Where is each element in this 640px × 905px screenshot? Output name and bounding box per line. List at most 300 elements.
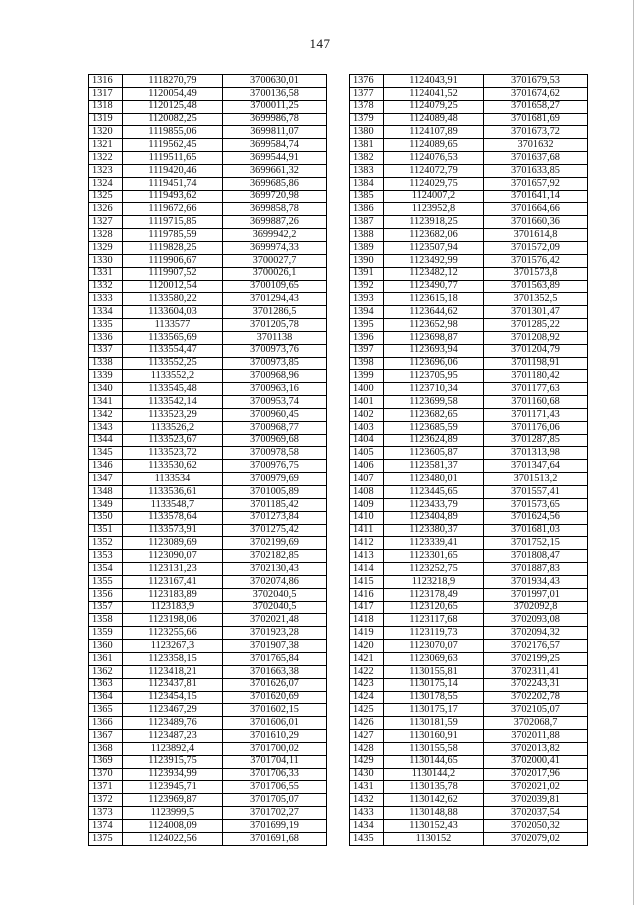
y-coordinate-cell: 3701907,38: [223, 640, 327, 653]
y-coordinate-cell: 3701005,89: [223, 486, 327, 499]
y-coordinate-cell: 3701681,03: [484, 524, 588, 537]
point-number-cell: 1405: [350, 447, 384, 460]
table-row: [350, 396, 588, 409]
x-coordinate-cell: 1123652,98: [384, 319, 484, 332]
y-coordinate-cell: 3701285,22: [484, 319, 588, 332]
y-coordinate-cell: 3701923,28: [223, 627, 327, 640]
point-number-cell: 1376: [350, 75, 384, 88]
y-coordinate-cell: 3702021,48: [223, 614, 327, 627]
point-number-cell: 1347: [89, 473, 123, 486]
x-coordinate-cell: 1123090,07: [123, 550, 223, 563]
point-number-cell: 1408: [350, 486, 384, 499]
point-number-cell: 1381: [350, 139, 384, 152]
point-number-cell: 1430: [350, 768, 384, 781]
x-coordinate-cell: 1123487,23: [123, 730, 223, 743]
page-edge-line: [633, 0, 634, 905]
table-row: [89, 408, 327, 421]
table-row: [350, 678, 588, 691]
y-coordinate-cell: 3700136,58: [223, 87, 327, 100]
point-number-cell: 1372: [89, 794, 123, 807]
x-coordinate-cell: 1130160,91: [384, 730, 484, 743]
point-number-cell: 1342: [89, 408, 123, 421]
point-number-cell: 1424: [350, 691, 384, 704]
y-coordinate-cell: 3701706,33: [223, 768, 327, 781]
y-coordinate-cell: 3701313,98: [484, 447, 588, 460]
x-coordinate-cell: 1123644,62: [384, 306, 484, 319]
point-number-cell: 1423: [350, 678, 384, 691]
table-row: [89, 652, 327, 665]
x-coordinate-cell: 1119715,85: [123, 216, 223, 229]
x-coordinate-cell: 1123615,18: [384, 293, 484, 306]
table-row: [89, 498, 327, 511]
y-coordinate-cell: 3702011,88: [484, 730, 588, 743]
table-row: [350, 652, 588, 665]
x-coordinate-cell: 1123482,12: [384, 267, 484, 280]
point-number-cell: 1320: [89, 126, 123, 139]
table-row: [89, 717, 327, 730]
table-row: [89, 75, 327, 88]
y-coordinate-cell: 3701301,47: [484, 306, 588, 319]
point-number-cell: 1400: [350, 383, 384, 396]
point-number-cell: 1364: [89, 691, 123, 704]
x-coordinate-cell: 1130155,81: [384, 665, 484, 678]
x-coordinate-cell: 1124089,65: [384, 139, 484, 152]
table-row: [350, 306, 588, 319]
point-number-cell: 1343: [89, 421, 123, 434]
y-coordinate-cell: 3700963,16: [223, 383, 327, 396]
point-number-cell: 1351: [89, 524, 123, 537]
y-coordinate-cell: 3701887,83: [484, 563, 588, 576]
point-number-cell: 1427: [350, 730, 384, 743]
point-number-cell: 1374: [89, 819, 123, 832]
y-coordinate-cell: 3702182,85: [223, 550, 327, 563]
x-coordinate-cell: 1119785,59: [123, 229, 223, 242]
table-row: [350, 100, 588, 113]
table-row: [350, 588, 588, 601]
x-coordinate-cell: 1123339,41: [384, 537, 484, 550]
x-coordinate-cell: 1123710,34: [384, 383, 484, 396]
x-coordinate-cell: 1123089,69: [123, 537, 223, 550]
x-coordinate-cell: 1123969,87: [123, 794, 223, 807]
point-number-cell: 1354: [89, 563, 123, 576]
y-coordinate-cell: 3700968,77: [223, 421, 327, 434]
x-coordinate-cell: 1124007,2: [384, 190, 484, 203]
table-row: [89, 396, 327, 409]
point-number-cell: 1383: [350, 164, 384, 177]
table-row: [350, 126, 588, 139]
table-row: [89, 254, 327, 267]
x-coordinate-cell: 1133578,64: [123, 511, 223, 524]
table-row: [89, 164, 327, 177]
table-row: [350, 781, 588, 794]
table-row: [350, 473, 588, 486]
point-number-cell: 1344: [89, 434, 123, 447]
table-row: [89, 665, 327, 678]
x-coordinate-cell: 1123999,5: [123, 807, 223, 820]
table-row: [350, 370, 588, 383]
table-row: [350, 319, 588, 332]
table-row: [89, 460, 327, 473]
y-coordinate-cell: 3700976,75: [223, 460, 327, 473]
table-row: [350, 267, 588, 280]
y-coordinate-cell: 3701204,79: [484, 344, 588, 357]
table-row: [89, 139, 327, 152]
y-coordinate-cell: 3701275,42: [223, 524, 327, 537]
x-coordinate-cell: 1130178,55: [384, 691, 484, 704]
table-row: [89, 383, 327, 396]
x-coordinate-cell: 1133545,48: [123, 383, 223, 396]
table-row: [89, 113, 327, 126]
table-row: [350, 447, 588, 460]
point-number-cell: 1412: [350, 537, 384, 550]
x-coordinate-cell: 1123117,68: [384, 614, 484, 627]
y-coordinate-cell: 3699685,86: [223, 177, 327, 190]
table-row: [89, 755, 327, 768]
y-coordinate-cell: 3701660,36: [484, 216, 588, 229]
y-coordinate-cell: 3699974,33: [223, 241, 327, 254]
x-coordinate-cell: 1133604,03: [123, 306, 223, 319]
x-coordinate-cell: 1123218,9: [384, 575, 484, 588]
point-number-cell: 1411: [350, 524, 384, 537]
point-number-cell: 1435: [350, 832, 384, 845]
point-number-cell: 1385: [350, 190, 384, 203]
table-row: [89, 742, 327, 755]
point-number-cell: 1425: [350, 704, 384, 717]
y-coordinate-cell: 3701352,5: [484, 293, 588, 306]
y-coordinate-cell: 3701347,64: [484, 460, 588, 473]
x-coordinate-cell: 1123433,79: [384, 498, 484, 511]
point-number-cell: 1409: [350, 498, 384, 511]
y-coordinate-cell: 3702074,86: [223, 575, 327, 588]
table-row: [89, 203, 327, 216]
table-row: [89, 370, 327, 383]
point-number-cell: 1324: [89, 177, 123, 190]
x-coordinate-cell: 1123581,37: [384, 460, 484, 473]
table-row: [350, 152, 588, 165]
x-coordinate-cell: 1123437,81: [123, 678, 223, 691]
point-number-cell: 1379: [350, 113, 384, 126]
x-coordinate-cell: 1124076,53: [384, 152, 484, 165]
x-coordinate-cell: 1123934,99: [123, 768, 223, 781]
point-number-cell: 1334: [89, 306, 123, 319]
table-row: [350, 75, 588, 88]
table-row: [89, 280, 327, 293]
y-coordinate-cell: 3701705,07: [223, 794, 327, 807]
y-coordinate-cell: 3699661,32: [223, 164, 327, 177]
x-coordinate-cell: 1123489,76: [123, 717, 223, 730]
point-number-cell: 1397: [350, 344, 384, 357]
point-number-cell: 1389: [350, 241, 384, 254]
y-coordinate-cell: 3702040,5: [223, 601, 327, 614]
x-coordinate-cell: 1133526,2: [123, 421, 223, 434]
table-row: [350, 807, 588, 820]
x-coordinate-cell: 1123698,87: [384, 331, 484, 344]
table-row: [89, 563, 327, 576]
point-number-cell: 1333: [89, 293, 123, 306]
table-row: [89, 601, 327, 614]
x-coordinate-cell: 1133523,67: [123, 434, 223, 447]
point-number-cell: 1390: [350, 254, 384, 267]
y-coordinate-cell: 3700960,45: [223, 408, 327, 421]
x-coordinate-cell: 1118270,79: [123, 75, 223, 88]
y-coordinate-cell: 3700973,76: [223, 344, 327, 357]
y-coordinate-cell: 3700968,96: [223, 370, 327, 383]
table-row: [89, 421, 327, 434]
y-coordinate-cell: 3701664,66: [484, 203, 588, 216]
x-coordinate-cell: 1133565,69: [123, 331, 223, 344]
point-number-cell: 1431: [350, 781, 384, 794]
x-coordinate-cell: 1133573,91: [123, 524, 223, 537]
y-coordinate-cell: 3701563,89: [484, 280, 588, 293]
y-coordinate-cell: 3702021,02: [484, 781, 588, 794]
table-row: [350, 164, 588, 177]
table-row: [89, 434, 327, 447]
x-coordinate-cell: 1133536,61: [123, 486, 223, 499]
point-number-cell: 1350: [89, 511, 123, 524]
y-coordinate-cell: 3701637,68: [484, 152, 588, 165]
point-number-cell: 1335: [89, 319, 123, 332]
x-coordinate-cell: 1133542,14: [123, 396, 223, 409]
point-number-cell: 1361: [89, 652, 123, 665]
point-number-cell: 1387: [350, 216, 384, 229]
point-number-cell: 1338: [89, 357, 123, 370]
table-row: [89, 100, 327, 113]
table-row: [350, 203, 588, 216]
x-coordinate-cell: 1130144,2: [384, 768, 484, 781]
table-row: [350, 524, 588, 537]
x-coordinate-cell: 1123605,87: [384, 447, 484, 460]
point-number-cell: 1413: [350, 550, 384, 563]
table-row: [89, 781, 327, 794]
y-coordinate-cell: 3699584,74: [223, 139, 327, 152]
page-number: 147: [309, 36, 331, 51]
table-row: [350, 293, 588, 306]
y-coordinate-cell: 3701160,68: [484, 396, 588, 409]
table-row: [350, 408, 588, 421]
table-row: [89, 627, 327, 640]
x-coordinate-cell: 1130135,78: [384, 781, 484, 794]
y-coordinate-cell: 3701632: [484, 139, 588, 152]
table-row: [350, 254, 588, 267]
y-coordinate-cell: 3701573,65: [484, 498, 588, 511]
y-coordinate-cell: 3701706,55: [223, 781, 327, 794]
table-row: [350, 331, 588, 344]
x-coordinate-cell: 1130148,88: [384, 807, 484, 820]
x-coordinate-cell: 1123070,07: [384, 640, 484, 653]
point-number-cell: 1395: [350, 319, 384, 332]
y-coordinate-cell: 3701674,62: [484, 87, 588, 100]
point-number-cell: 1434: [350, 819, 384, 832]
x-coordinate-cell: 1119420,46: [123, 164, 223, 177]
point-number-cell: 1399: [350, 370, 384, 383]
point-number-cell: 1340: [89, 383, 123, 396]
table-row: [89, 473, 327, 486]
table-row: [89, 152, 327, 165]
point-number-cell: 1362: [89, 665, 123, 678]
point-number-cell: 1396: [350, 331, 384, 344]
y-coordinate-cell: 3701624,56: [484, 511, 588, 524]
table-row: [350, 421, 588, 434]
x-coordinate-cell: 1124022,56: [123, 832, 223, 845]
x-coordinate-cell: 1133523,72: [123, 447, 223, 460]
point-number-cell: 1384: [350, 177, 384, 190]
point-number-cell: 1357: [89, 601, 123, 614]
table-row: [350, 704, 588, 717]
point-number-cell: 1348: [89, 486, 123, 499]
y-coordinate-cell: 3702176,57: [484, 640, 588, 653]
y-coordinate-cell: 3701681,69: [484, 113, 588, 126]
table-row: [89, 306, 327, 319]
table-row: [350, 383, 588, 396]
y-coordinate-cell: 3702068,7: [484, 717, 588, 730]
point-number-cell: 1429: [350, 755, 384, 768]
table-row: [350, 511, 588, 524]
y-coordinate-cell: 3701997,01: [484, 588, 588, 601]
x-coordinate-cell: 1123699,58: [384, 396, 484, 409]
table-row: [89, 357, 327, 370]
table-row: [89, 640, 327, 653]
table-row: [89, 807, 327, 820]
y-coordinate-cell: 3699942,2: [223, 229, 327, 242]
x-coordinate-cell: 1123178,49: [384, 588, 484, 601]
x-coordinate-cell: 1124089,48: [384, 113, 484, 126]
table-row: [350, 717, 588, 730]
x-coordinate-cell: 1123454,15: [123, 691, 223, 704]
point-number-cell: 1356: [89, 588, 123, 601]
point-number-cell: 1318: [89, 100, 123, 113]
x-coordinate-cell: 1124041,52: [384, 87, 484, 100]
y-coordinate-cell: 3699811,07: [223, 126, 327, 139]
point-number-cell: 1375: [89, 832, 123, 845]
point-number-cell: 1355: [89, 575, 123, 588]
x-coordinate-cell: 1123445,65: [384, 486, 484, 499]
point-number-cell: 1380: [350, 126, 384, 139]
point-number-cell: 1353: [89, 550, 123, 563]
table-row: [350, 691, 588, 704]
table-row: [350, 819, 588, 832]
y-coordinate-cell: 3702094,32: [484, 627, 588, 640]
table-row: [89, 486, 327, 499]
y-coordinate-cell: 3701620,69: [223, 691, 327, 704]
point-number-cell: 1373: [89, 807, 123, 820]
y-coordinate-cell: 3701572,09: [484, 241, 588, 254]
y-coordinate-cell: 3701641,14: [484, 190, 588, 203]
x-coordinate-cell: 1124043,91: [384, 75, 484, 88]
point-number-cell: 1402: [350, 408, 384, 421]
y-coordinate-cell: 3702092,8: [484, 601, 588, 614]
table-row: [350, 241, 588, 254]
x-coordinate-cell: 1119855,06: [123, 126, 223, 139]
x-coordinate-cell: 1133530,62: [123, 460, 223, 473]
table-row: [89, 537, 327, 550]
table-row: [350, 575, 588, 588]
y-coordinate-cell: 3701180,42: [484, 370, 588, 383]
point-number-cell: 1341: [89, 396, 123, 409]
table-row: [350, 498, 588, 511]
point-number-cell: 1332: [89, 280, 123, 293]
x-coordinate-cell: 1123624,89: [384, 434, 484, 447]
y-coordinate-cell: 3701185,42: [223, 498, 327, 511]
y-coordinate-cell: 3701513,2: [484, 473, 588, 486]
table-row: [350, 601, 588, 614]
point-number-cell: 1345: [89, 447, 123, 460]
point-number-cell: 1322: [89, 152, 123, 165]
x-coordinate-cell: 1133577: [123, 319, 223, 332]
y-coordinate-cell: 3700979,69: [223, 473, 327, 486]
y-coordinate-cell: 3700027,7: [223, 254, 327, 267]
table-row: [350, 627, 588, 640]
point-number-cell: 1369: [89, 755, 123, 768]
y-coordinate-cell: 3701208,92: [484, 331, 588, 344]
table-row: [350, 229, 588, 242]
point-number-cell: 1325: [89, 190, 123, 203]
x-coordinate-cell: 1120054,49: [123, 87, 223, 100]
y-coordinate-cell: 3701614,8: [484, 229, 588, 242]
y-coordinate-cell: 3699887,26: [223, 216, 327, 229]
table-row: [89, 511, 327, 524]
table-row: [89, 177, 327, 190]
x-coordinate-cell: 1119511,65: [123, 152, 223, 165]
point-number-cell: 1321: [89, 139, 123, 152]
y-coordinate-cell: 3701752,15: [484, 537, 588, 550]
y-coordinate-cell: 3701602,15: [223, 704, 327, 717]
x-coordinate-cell: 1123167,41: [123, 575, 223, 588]
table-row: [89, 190, 327, 203]
x-coordinate-cell: 1123682,06: [384, 229, 484, 242]
y-coordinate-cell: 3702202,78: [484, 691, 588, 704]
point-number-cell: 1329: [89, 241, 123, 254]
y-coordinate-cell: 3699858,78: [223, 203, 327, 216]
table-row: [350, 280, 588, 293]
table-row: [89, 575, 327, 588]
point-number-cell: 1428: [350, 742, 384, 755]
y-coordinate-cell: 3700630,01: [223, 75, 327, 88]
x-coordinate-cell: 1133523,29: [123, 408, 223, 421]
point-number-cell: 1365: [89, 704, 123, 717]
x-coordinate-cell: 1123685,59: [384, 421, 484, 434]
table-row: [350, 177, 588, 190]
table-row: [350, 730, 588, 743]
x-coordinate-cell: 1133534: [123, 473, 223, 486]
y-coordinate-cell: 3699720,98: [223, 190, 327, 203]
table-row: [89, 87, 327, 100]
x-coordinate-cell: 1119562,45: [123, 139, 223, 152]
x-coordinate-cell: 1123255,66: [123, 627, 223, 640]
point-number-cell: 1421: [350, 652, 384, 665]
point-number-cell: 1416: [350, 588, 384, 601]
point-number-cell: 1398: [350, 357, 384, 370]
x-coordinate-cell: 1123418,21: [123, 665, 223, 678]
table-row: [89, 241, 327, 254]
table-row: [350, 794, 588, 807]
x-coordinate-cell: 1119451,74: [123, 177, 223, 190]
point-number-cell: 1414: [350, 563, 384, 576]
y-coordinate-cell: 3702243,31: [484, 678, 588, 691]
point-number-cell: 1317: [89, 87, 123, 100]
point-number-cell: 1378: [350, 100, 384, 113]
point-number-cell: 1391: [350, 267, 384, 280]
point-number-cell: 1363: [89, 678, 123, 691]
table-row: [350, 563, 588, 576]
y-coordinate-cell: 3701663,38: [223, 665, 327, 678]
x-coordinate-cell: 1130155,58: [384, 742, 484, 755]
point-number-cell: 1367: [89, 730, 123, 743]
x-coordinate-cell: 1123183,9: [123, 601, 223, 614]
point-number-cell: 1404: [350, 434, 384, 447]
y-coordinate-cell: 3701576,42: [484, 254, 588, 267]
x-coordinate-cell: 1123069,63: [384, 652, 484, 665]
point-number-cell: 1406: [350, 460, 384, 473]
